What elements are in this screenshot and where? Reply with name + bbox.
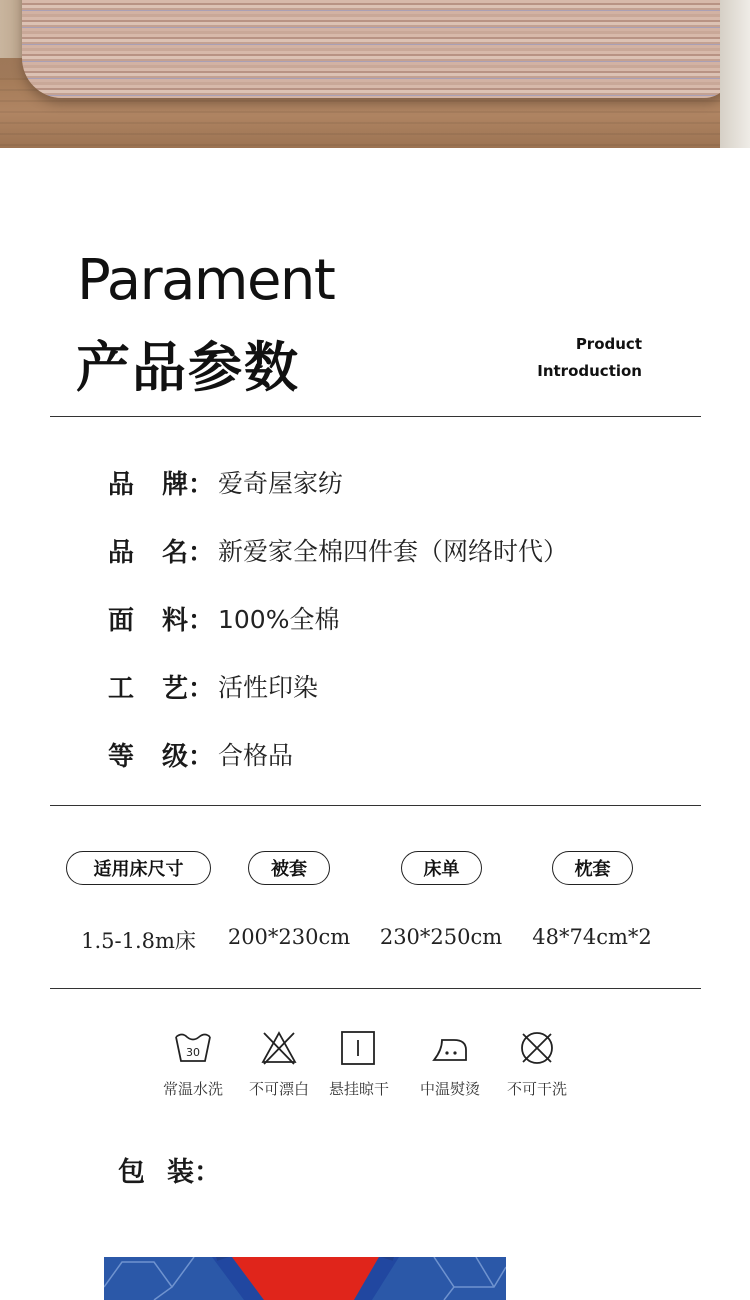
spec-row-name <box>108 532 568 568</box>
iron-medium-icon <box>430 1028 470 1068</box>
wash-30-icon <box>173 1028 213 1068</box>
subtitle <box>537 331 642 385</box>
spec-label-char: 级 <box>161 741 188 772</box>
care-label-iron: 中温熨烫 <box>419 1080 480 1098</box>
size-value-duvet-cover: 200*230cm <box>227 925 351 949</box>
page-title: 产品参数 <box>76 336 300 399</box>
spec-label-char: 品 <box>108 537 135 568</box>
wash-temperature: 30 <box>186 1046 200 1059</box>
spec-row-process <box>108 668 318 704</box>
bedding-photo <box>0 0 750 148</box>
spec-colon: ： <box>187 469 214 500</box>
spec-label-char: 等 <box>108 741 135 772</box>
divider-1 <box>50 416 701 417</box>
subtitle-line-2: Introduction <box>537 362 642 380</box>
size-header-pillowcase: 枕套 <box>552 851 633 885</box>
spec-value-process: 活性印染 <box>218 673 319 702</box>
size-header-duvet-cover: 被套 <box>248 851 330 885</box>
packaging-bag-image <box>104 1257 506 1300</box>
spec-label-char: 面 <box>108 605 135 636</box>
spec-label <box>108 532 218 569</box>
spec-value-name: 新爱家全棉四件套（网络时代） <box>218 537 569 566</box>
care-label-dryclean: 不可干洗 <box>506 1080 567 1098</box>
spec-colon: ： <box>187 537 214 568</box>
spec-value-fabric: 100%全棉 <box>218 605 340 634</box>
packaging-label-char: 包 <box>118 1157 145 1188</box>
hang-dry-icon <box>338 1028 378 1068</box>
spec-colon: ： <box>187 673 214 704</box>
spec-value-brand: 爱奇屋家纺 <box>218 469 344 498</box>
no-dry-clean-icon <box>517 1028 557 1068</box>
care-label-wash: 常温水洗 <box>162 1080 223 1098</box>
spec-row-fabric <box>108 600 339 636</box>
spec-colon: ： <box>187 741 214 772</box>
spec-value-grade: 合格品 <box>218 741 294 770</box>
bag-graphic <box>104 1257 506 1300</box>
size-header-bed: 适用床尺寸 <box>66 851 211 885</box>
no-bleach-icon <box>259 1028 299 1068</box>
spec-label-char: 品 <box>108 469 135 500</box>
striped-duvet <box>22 0 732 98</box>
care-label-bleach: 不可漂白 <box>248 1080 309 1098</box>
spec-label-char: 工 <box>108 673 135 704</box>
care-label-dry: 悬挂晾干 <box>328 1080 389 1098</box>
divider-3 <box>50 988 701 989</box>
spec-label <box>108 600 218 637</box>
packaging-label-char: 装： <box>167 1157 221 1188</box>
spec-label <box>108 668 218 705</box>
spec-colon: ： <box>187 605 214 636</box>
spec-row-grade <box>108 736 293 772</box>
spec-label-char: 名 <box>161 537 188 568</box>
divider-2 <box>50 805 701 806</box>
packaging-label <box>118 1150 221 1189</box>
size-value-sheet: 230*250cm <box>379 925 503 949</box>
spec-label <box>108 736 218 773</box>
spec-row-brand <box>108 464 343 500</box>
subtitle-line-1: Product <box>575 335 642 353</box>
spec-label-char: 艺 <box>161 673 188 704</box>
size-header-sheet: 床单 <box>401 851 482 885</box>
spec-label-char: 料 <box>161 605 188 636</box>
size-value-bed: 1.5-1.8m床 <box>81 929 196 953</box>
spec-label-char: 牌 <box>161 469 188 500</box>
spec-label <box>108 464 218 501</box>
size-value-pillowcase: 48*74cm*2 <box>532 925 652 949</box>
wall-edge <box>720 0 750 148</box>
title-english: Parament <box>77 248 335 313</box>
